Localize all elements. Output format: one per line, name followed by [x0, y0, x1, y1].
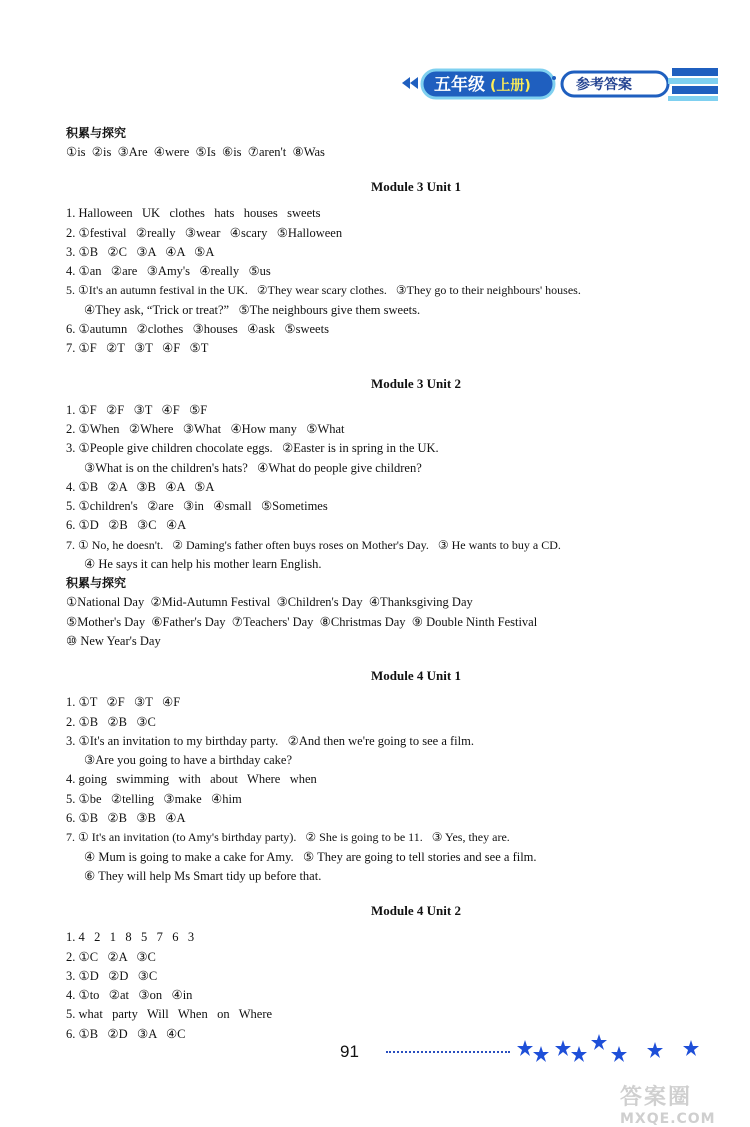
- answer-line: 5. ①It's an autumn festival in the UK. ②They wear scary clothes. ③They go to their neighbours' houses.: [66, 283, 581, 298]
- answer-line: 2. ①When ②Where ③What ④How many ⑤What: [66, 421, 345, 436]
- answer-line: 7. ① It's an invitation (to Amy's birthday party). ② She is going to be 11. ③ Yes, they are.: [66, 830, 510, 845]
- answer-line: 6. ①D ②B ③C ④A: [66, 518, 187, 533]
- watermark-url: MXQE.COM: [620, 1111, 716, 1127]
- watermark: [620, 1080, 750, 1125]
- answer-line: ⑥ They will help Ms Smart tidy up before that.: [84, 868, 322, 883]
- section-label-accumulate: 积累与探究: [66, 576, 127, 591]
- grade-label: 五年级: [434, 75, 485, 95]
- answer-line: 3. ①People give children chocolate eggs. ②Easter is in spring in the UK.: [66, 441, 439, 456]
- answer-line: 5. ①be ②telling ③make ④him: [66, 791, 242, 806]
- answer-line: ③Are you going to have a birthday cake?: [84, 753, 293, 768]
- answer-line: ④ He says it can help his mother learn English.: [84, 557, 322, 572]
- answer-line: 2. ①C ②A ③C: [66, 949, 156, 964]
- answer-line: 3. ①D ②D ③C: [66, 968, 158, 983]
- answer-line: 6. ①B ②D ③A ④C: [66, 1026, 186, 1041]
- answer-line: ①is ②is ③Are ④were ⑤Is ⑥is ⑦aren't ⑧Was: [66, 145, 325, 159]
- answer-line: ③What is on the children's hats? ④What do people give children?: [84, 460, 422, 475]
- answer-line: ④ Mum is going to make a cake for Amy. ⑤ They are going to tell stories and see a film.: [84, 849, 537, 864]
- answer-line: ⑩ New Year's Day: [66, 633, 161, 648]
- answer-line: 3. ①It's an invitation to my birthday party. ②And then we're going to see a film.: [66, 733, 474, 748]
- answer-line: 3. ①B ②C ③A ④A ⑤A: [66, 244, 215, 259]
- page-number: 91: [340, 1042, 359, 1061]
- answer-line: 4. ①an ②are ③Amy's ④really ⑤us: [66, 264, 271, 279]
- watermark-logo: 答案圈: [620, 1085, 693, 1110]
- page-footer: [340, 1038, 740, 1078]
- star-decoration-icon: [515, 1032, 735, 1068]
- module-title: Module 3 Unit 2: [371, 375, 461, 391]
- answer-line: 4. ①B ②A ③B ④A ⑤A: [66, 479, 215, 494]
- answer-line: 5. what party Will When on Where: [66, 1007, 273, 1022]
- answer-line: 4. ①to ②at ③on ④in: [66, 988, 193, 1003]
- answer-line: 1. ①T ②F ③T ④F: [66, 695, 181, 710]
- section-label-accumulate: 积累与探究: [66, 126, 127, 140]
- answer-line: 6. ①autumn ②clothes ③houses ④ask ⑤sweets: [66, 322, 329, 337]
- answer-line: ⑤Mother's Day ⑥Father's Day ⑦Teachers' Day ⑧Christmas Day ⑨ Double Ninth Festival: [66, 614, 538, 629]
- volume-label: (上册): [490, 78, 531, 94]
- answer-line: 1. 4 2 1 8 5 7 6 3: [66, 930, 195, 945]
- header-banner: [398, 64, 722, 104]
- answer-line: 6. ①B ②B ③B ④A: [66, 811, 186, 826]
- answer-line: ①National Day ②Mid-Autumn Festival ③Children's Day ④Thanksgiving Day: [66, 595, 473, 610]
- answer-line: 2. ①festival ②really ③wear ④scary ⑤Halloween: [66, 225, 343, 240]
- module-title: Module 4 Unit 1: [371, 668, 461, 684]
- answer-content: [66, 120, 706, 1044]
- dotted-line: [386, 1051, 510, 1053]
- answer-line: 2. ①B ②B ③C: [66, 714, 156, 729]
- answers-label: 参考答案: [576, 77, 632, 93]
- module-title: Module 3 Unit 1: [371, 179, 461, 195]
- answer-line: 1. Halloween UK clothes hats houses sweets: [66, 206, 321, 221]
- module-title: Module 4 Unit 2: [371, 903, 461, 919]
- answer-line: 7. ①F ②T ③T ④F ⑤T: [66, 341, 209, 356]
- answer-line: ④They ask, “Trick or treat?” ⑤The neighbours give them sweets.: [84, 302, 421, 317]
- answer-line: 1. ①F ②F ③T ④F ⑤F: [66, 402, 208, 417]
- answer-line: 7. ① No, he doesn't. ② Daming's father often buys roses on Mother's Day. ③ He wants to buy a CD.: [66, 537, 561, 552]
- answer-line: 4. going swimming with about Where when: [66, 772, 317, 787]
- answer-line: 5. ①children's ②are ③in ④small ⑤Sometimes: [66, 499, 328, 514]
